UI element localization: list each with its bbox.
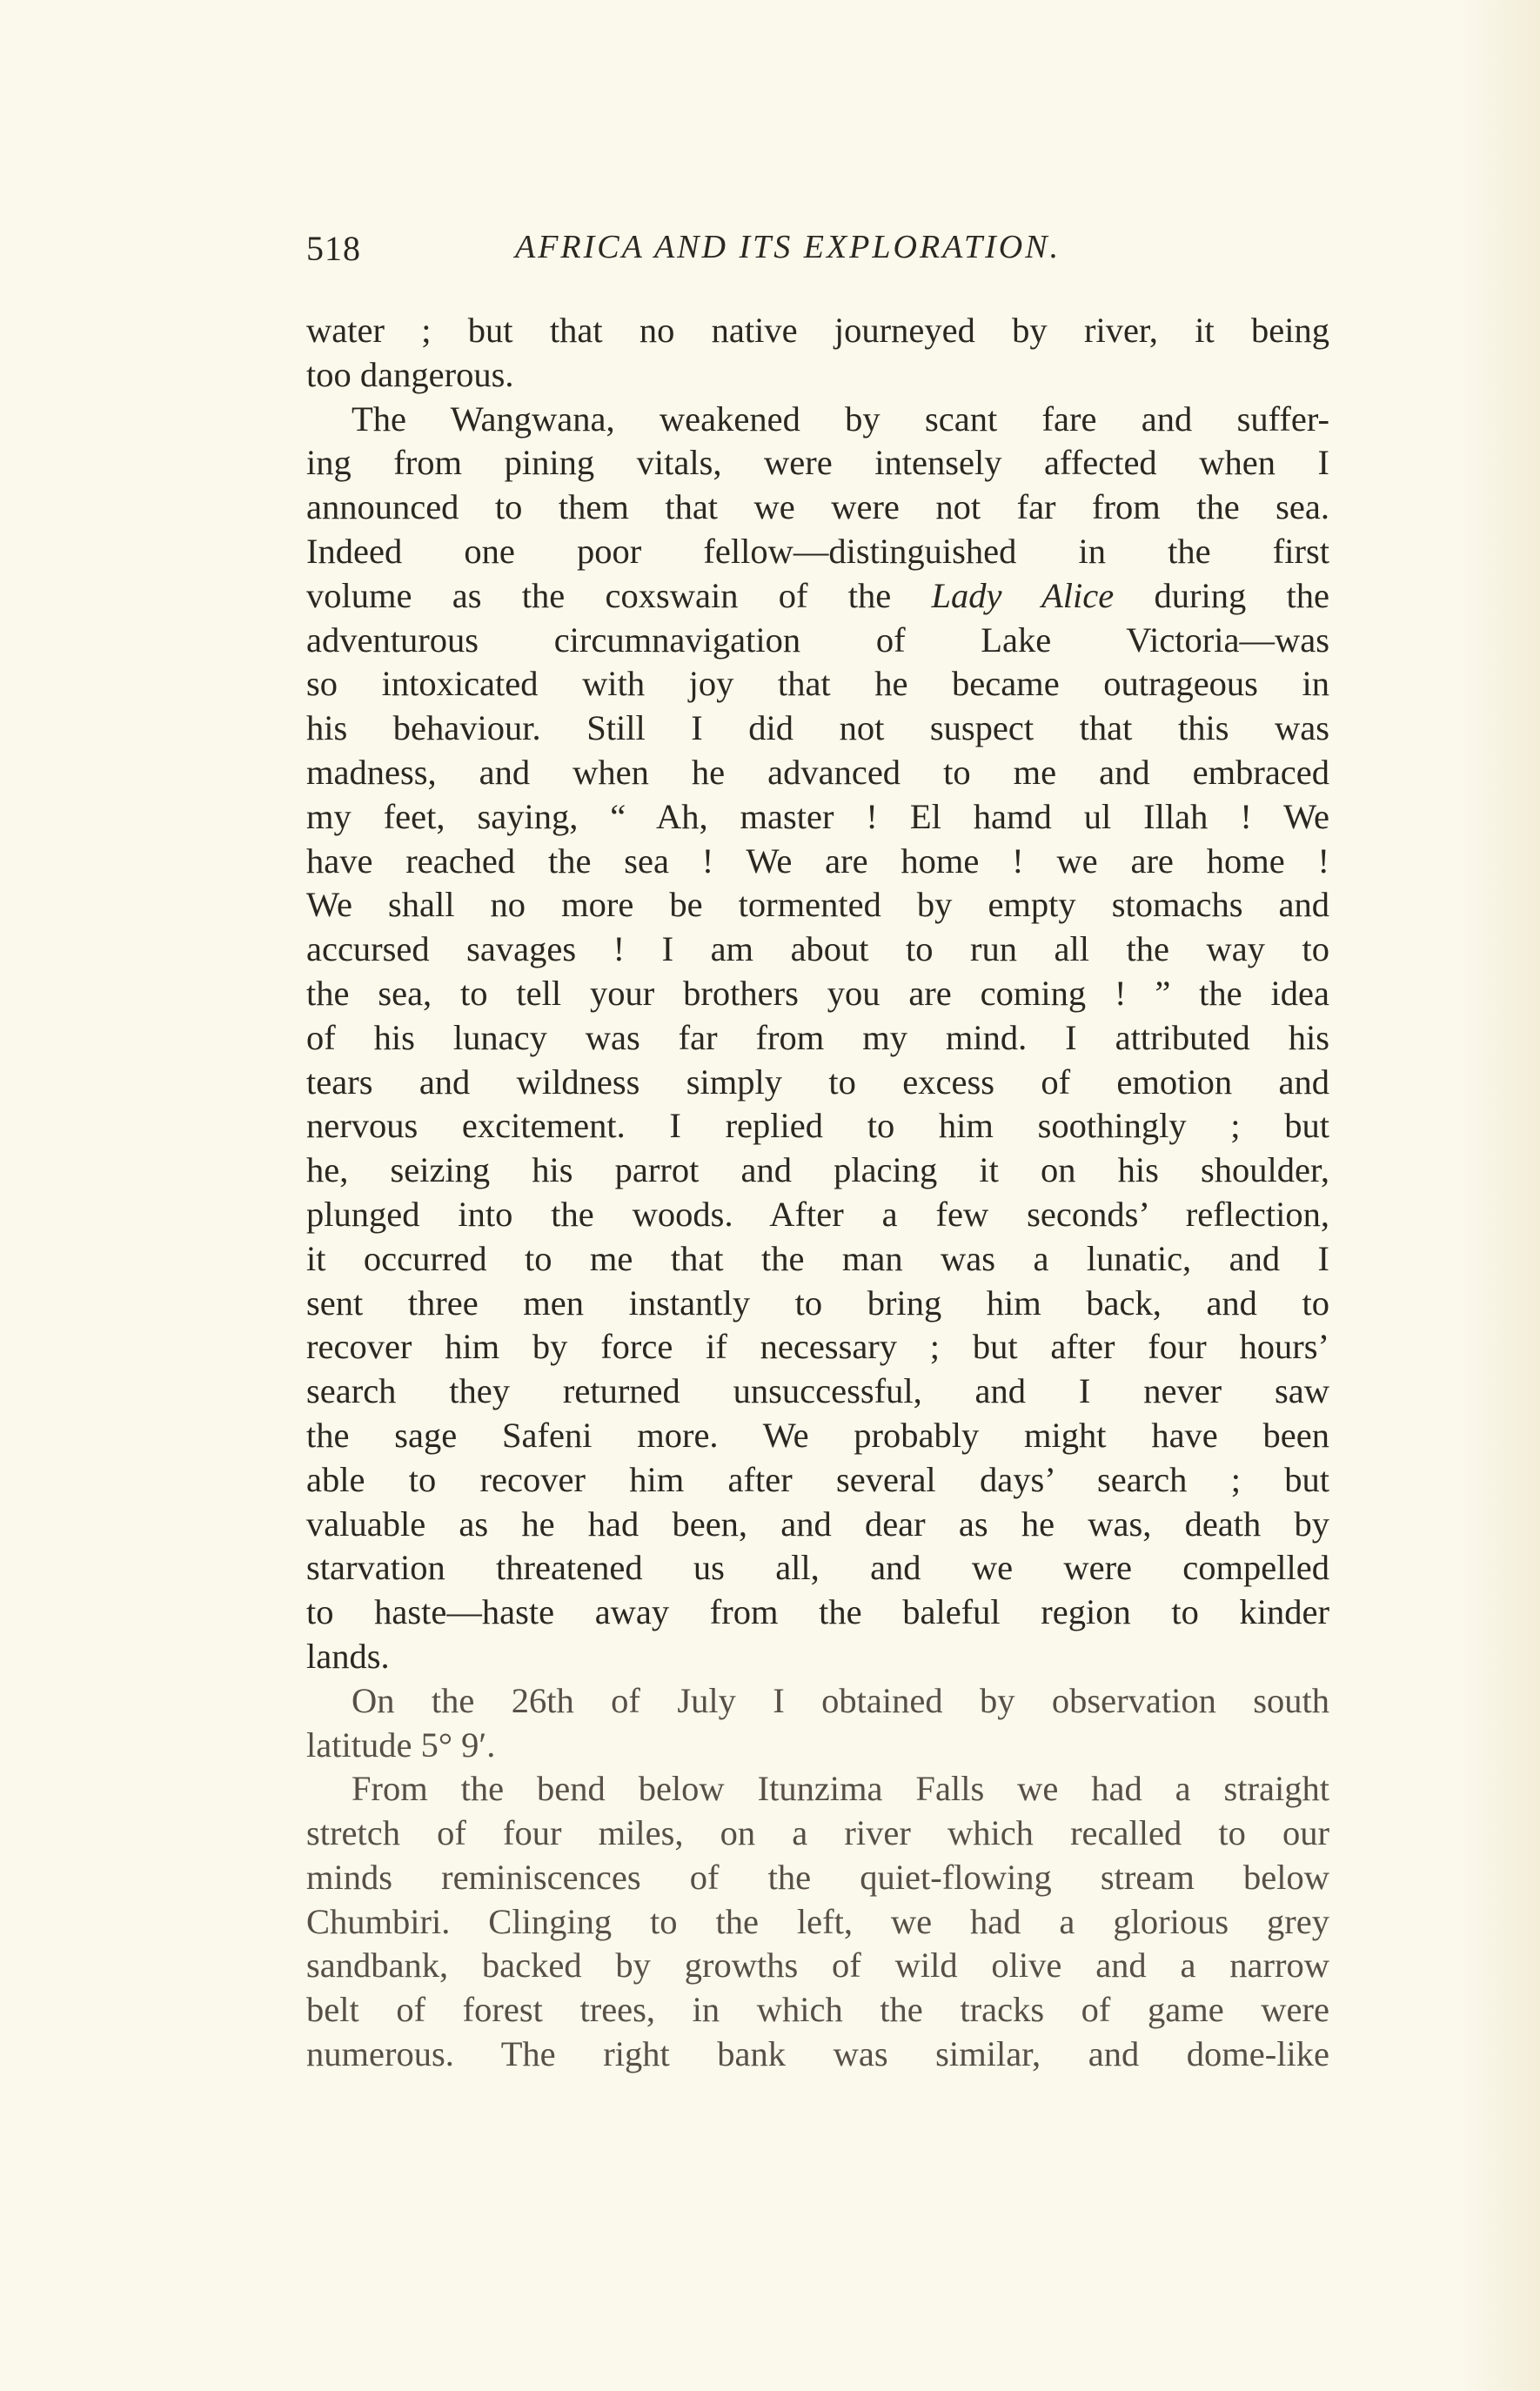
text-line: able to recover him after several days’ search ; but <box>306 1459 1329 1499</box>
text-line: too dangerous. <box>306 354 514 394</box>
body-text <box>306 309 1329 2077</box>
text-line: lands. <box>306 1636 390 1676</box>
text-line: belt of forest trees, in which the tracks of game were <box>306 1990 1329 2030</box>
text-line: of his lunacy was far from my mind. I attributed his <box>306 1017 1329 1057</box>
text-line: numerous. The right bank was similar, and dome-like <box>306 2034 1329 2074</box>
text-line: accursed savages ! I am about to run all the way to <box>306 929 1329 969</box>
text-line: Indeed one poor fellow—distinguished in the first <box>306 531 1329 571</box>
text-line: water ; but that no native journeyed by river, it being <box>306 311 1329 350</box>
text-line: sandbank, backed by growths of wild olive and a narrow <box>306 1946 1329 1986</box>
running-title: AFRICA AND ITS EXPLORATION. <box>515 229 1061 265</box>
text-line: search they returned unsuccessful, and I never saw <box>306 1371 1329 1411</box>
text-line: madness, and when he advanced to me and embraced <box>306 752 1329 792</box>
text-line: so intoxicated with joy that he became outrageous in <box>306 664 1329 704</box>
text-line: ing from pining vitals, were intensely affected when I <box>306 443 1329 483</box>
text-line: to haste—haste away from the baleful region to kinder <box>306 1592 1329 1632</box>
text-line: adventurous circumnavigation of Lake Victoria—was <box>306 620 1329 660</box>
text-line: nervous excitement. I replied to him soothingly ; but <box>306 1106 1329 1146</box>
text-line: my feet, saying, “ Ah, master ! El hamd ul Illah ! We <box>306 796 1329 836</box>
text-line: the sea, to tell your brothers you are coming ! ” the idea <box>306 973 1329 1013</box>
text-line: The Wangwana, weakened by scant fare and suffer- <box>352 398 1329 439</box>
text-line: tears and wildness simply to excess of emotion and <box>306 1062 1329 1102</box>
page-number: 518 <box>306 229 361 268</box>
text-line: We shall no more be tormented by empty stomachs and <box>306 885 1329 925</box>
text-line: volume as the coxswain of the Lady Alice during the <box>306 575 1329 615</box>
text-line: starvation threatened us all, and we were compelled <box>306 1548 1329 1588</box>
text-line: latitude 5° 9′. <box>306 1725 496 1765</box>
text-line: minds reminiscences of the quiet-flowing stream below <box>306 1857 1329 1897</box>
text-line: announced to them that we were not far from the sea. <box>306 487 1329 527</box>
text-line: he, seizing his parrot and placing it on his shoulder, <box>306 1150 1329 1190</box>
text-line: it occurred to me that the man was a lunatic, and I <box>306 1238 1329 1278</box>
page-edge-shading <box>1462 0 1540 2391</box>
page-header <box>306 228 1333 280</box>
text-line: From the bend below Itunzima Falls we had a straight <box>352 1769 1329 1809</box>
text-line: recover him by force if necessary ; but after four hours’ <box>306 1327 1329 1367</box>
text-line: his behaviour. Still I did not suspect that this was <box>306 708 1329 748</box>
text-line: sent three men instantly to bring him back, and to <box>306 1283 1329 1323</box>
text-line: plunged into the woods. After a few seconds’ reflection, <box>306 1194 1329 1234</box>
ship-name: Lady Alice <box>931 575 1115 615</box>
text-line: valuable as he had been, and dear as he was, death by <box>306 1504 1329 1544</box>
text-line: have reached the sea ! We are home ! we are home ! <box>306 841 1329 881</box>
text-line: the sage Safeni more. We probably might have been <box>306 1415 1329 1455</box>
text-line: stretch of four miles, on a river which recalled to our <box>306 1813 1329 1853</box>
text-line: On the 26th of July I obtained by observation south <box>352 1680 1329 1720</box>
text-line: Chumbiri. Clinging to the left, we had a glorious grey <box>306 1901 1329 1941</box>
